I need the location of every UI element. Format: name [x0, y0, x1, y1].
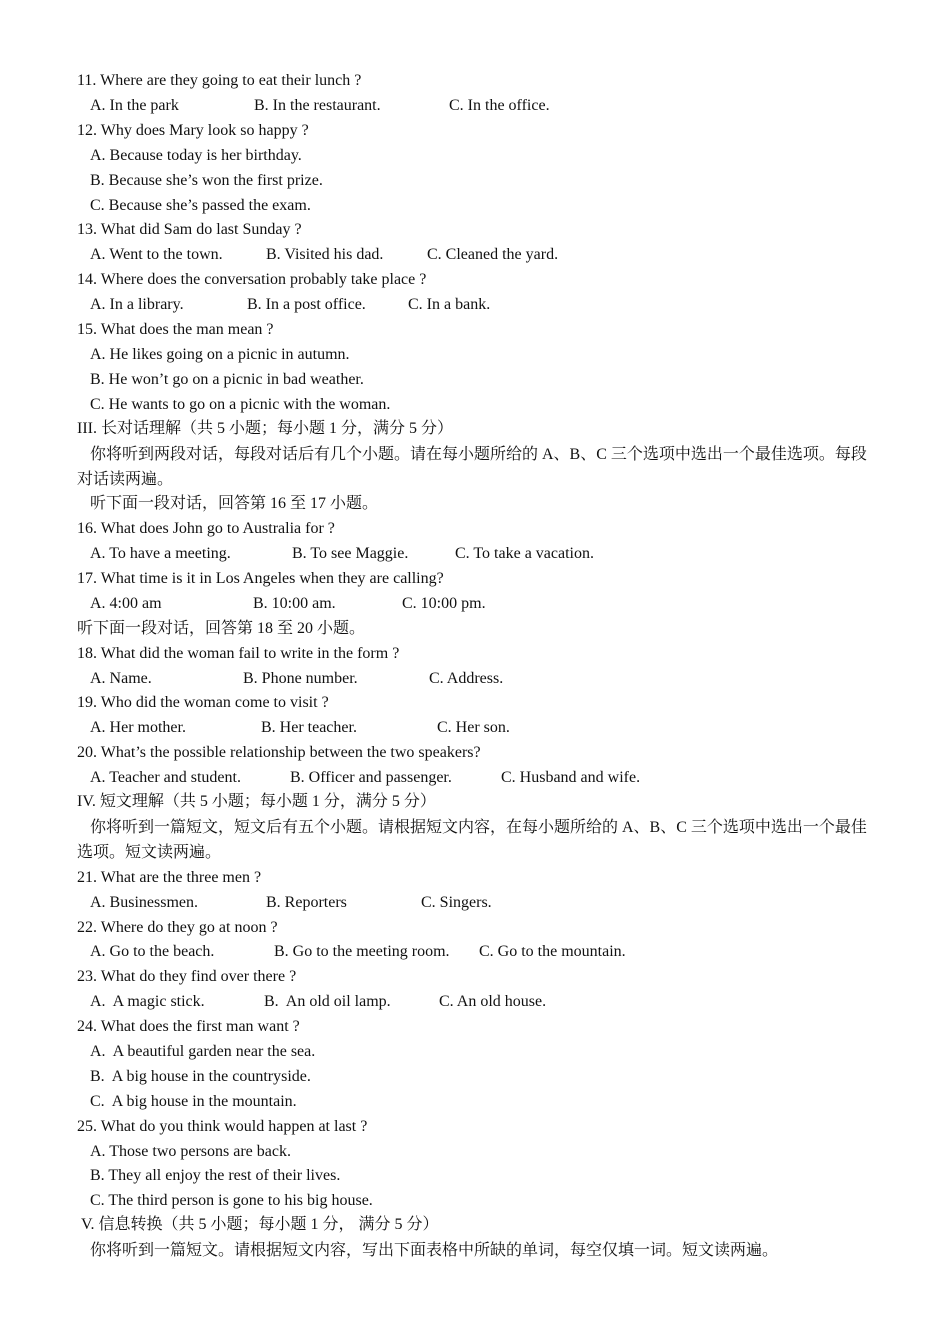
section-4-instructions: 你将听到一篇短文，短文后有五个小题。请根据短文内容，在每小题所给的 A、B、C 三个选项中选出一个最佳选项。短文读两遍。 — [77, 819, 867, 861]
option-b: B. An old oil lamp. — [264, 993, 391, 1010]
option-c: C. Address. — [429, 670, 504, 687]
question-14-stem: 14. Where does the conversation probably take place ? — [77, 271, 427, 288]
section-3-sub-instructions: 听下面一段对话，回答第 16 至 17 小题。 — [90, 495, 379, 512]
option-a: A. A magic stick. — [90, 993, 205, 1010]
section-5-title: V. 信息转换（共 5 小题；每小题 1 分， 满分 5 分） — [81, 1216, 439, 1233]
option-a: A. Because today is her birthday. — [90, 147, 302, 164]
option-b: B. Go to the meeting room. — [274, 943, 450, 960]
option-c: C. Because she’s passed the exam. — [90, 197, 311, 214]
option-c: C. Her son. — [437, 719, 510, 736]
option-c: C. To take a vacation. — [455, 545, 594, 562]
question-25-stem: 25. What do you think would happen at last ? — [77, 1118, 368, 1135]
option-b: B. In a post office. — [247, 296, 366, 313]
option-b: B. Her teacher. — [261, 719, 357, 736]
option-b: B. Visited his dad. — [266, 246, 384, 263]
option-b: B. A big house in the countryside. — [90, 1068, 311, 1085]
question-18-stem: 18. What did the woman fail to write in the form ? — [77, 645, 400, 662]
option-c: C. Husband and wife. — [501, 769, 641, 786]
question-17-stem: 17. What time is it in Los Angeles when they are calling? — [77, 570, 444, 587]
question-11-stem: 11. Where are they going to eat their lunch ? — [77, 72, 362, 89]
option-c: C. In a bank. — [408, 296, 491, 313]
option-a: A. Teacher and student. — [90, 769, 241, 786]
option-a: A. To have a meeting. — [90, 545, 231, 562]
option-a: A. In the park — [90, 97, 179, 114]
option-b: B. Officer and passenger. — [290, 769, 452, 786]
option-c: C. Cleaned the yard. — [427, 246, 559, 263]
section-5-instructions: 你将听到一篇短文。请根据短文内容，写出下面表格中所缺的单词，每空仅填一词。短文读两遍。 — [90, 1242, 779, 1259]
question-19-stem: 19. Who did the woman come to visit ? — [77, 694, 329, 711]
question-16-stem: 16. What does John go to Australia for ? — [77, 520, 335, 537]
option-a: A. 4:00 am — [90, 595, 162, 612]
option-c: C. An old house. — [439, 993, 547, 1010]
option-b: B. They all enjoy the rest of their lives. — [90, 1167, 341, 1184]
question-12-stem: 12. Why does Mary look so happy ? — [77, 122, 309, 139]
option-a: A. He likes going on a picnic in autumn. — [90, 346, 350, 363]
option-c: C. He wants to go on a picnic with the woman. — [90, 396, 391, 413]
option-b: B. Reporters — [266, 894, 347, 911]
question-21-stem: 21. What are the three men ? — [77, 869, 262, 886]
option-a: A. In a library. — [90, 296, 184, 313]
option-b: B. Because she’s won the first prize. — [90, 172, 323, 189]
option-a: A. Those two persons are back. — [90, 1143, 291, 1160]
section-3-instructions: 你将听到两段对话，每段对话后有几个小题。请在每小题所给的 A、B、C 三个选项中选出一个最佳选项。每段对话读两遍。 — [77, 446, 867, 488]
option-b: B. He won’t go on a picnic in bad weather. — [90, 371, 364, 388]
option-c: C. A big house in the mountain. — [90, 1093, 297, 1110]
option-a: A. Businessmen. — [90, 894, 198, 911]
question-24-stem: 24. What does the first man want ? — [77, 1018, 300, 1035]
question-15-stem: 15. What does the man mean ? — [77, 321, 274, 338]
option-c: C. 10:00 pm. — [402, 595, 486, 612]
option-c: C. The third person is gone to his big house. — [90, 1192, 373, 1209]
option-c: C. Go to the mountain. — [479, 943, 626, 960]
option-a: A. A beautiful garden near the sea. — [90, 1043, 316, 1060]
option-c: C. In the office. — [449, 97, 550, 114]
question-13-stem: 13. What did Sam do last Sunday ? — [77, 221, 302, 238]
option-a: A. Name. — [90, 670, 152, 687]
option-b: B. To see Maggie. — [292, 545, 409, 562]
question-22-stem: 22. Where do they go at noon ? — [77, 919, 278, 936]
option-a: A. Went to the town. — [90, 246, 223, 263]
option-a: A. Her mother. — [90, 719, 186, 736]
option-b: B. 10:00 am. — [253, 595, 336, 612]
section-4-title: IV. 短文理解（共 5 小题；每小题 1 分，满分 5 分） — [77, 793, 436, 810]
question-23-stem: 23. What do they find over there ? — [77, 968, 297, 985]
section-3-title: III. 长对话理解（共 5 小题；每小题 1 分，满分 5 分） — [77, 420, 453, 437]
option-b: B. In the restaurant. — [254, 97, 381, 114]
option-a: A. Go to the beach. — [90, 943, 215, 960]
section-3-sub-instructions: 听下面一段对话，回答第 18 至 20 小题。 — [77, 620, 366, 637]
option-c: C. Singers. — [421, 894, 492, 911]
option-b: B. Phone number. — [243, 670, 358, 687]
question-20-stem: 20. What’s the possible relationship between the two speakers? — [77, 744, 481, 761]
